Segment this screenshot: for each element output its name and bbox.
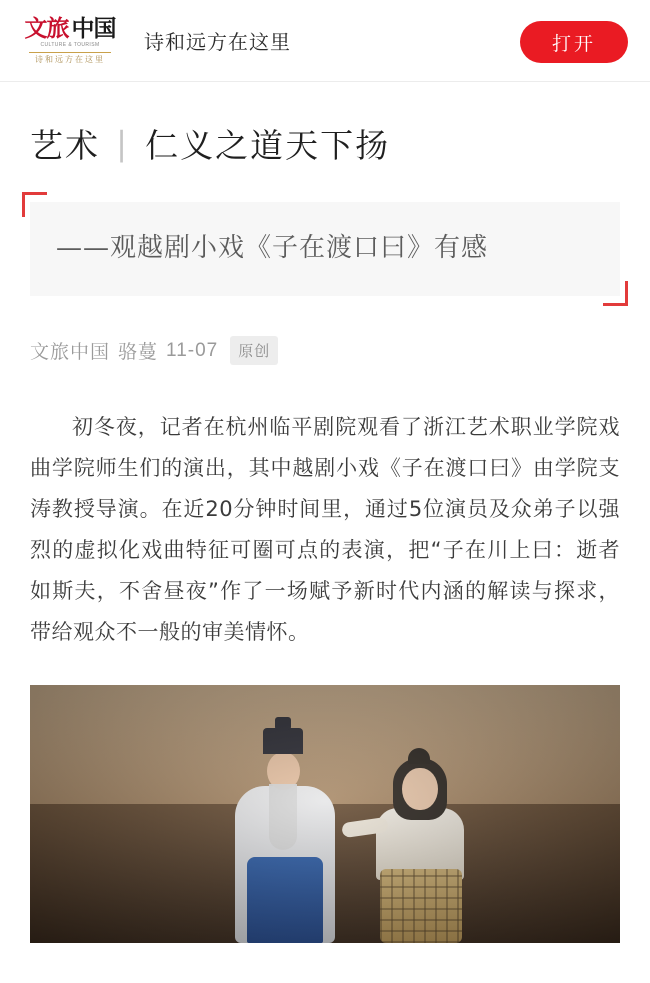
- article-container: [0, 120, 650, 943]
- meta-source: 文旅中国: [30, 342, 111, 364]
- page-title: [30, 120, 620, 167]
- top-bar: [0, 0, 650, 82]
- logo-slogan: 诗和远方在这里: [35, 55, 105, 64]
- logo-text-red: 文旅: [24, 15, 69, 42]
- open-app-button[interactable]: 打开: [520, 21, 628, 63]
- article-photo: [30, 685, 620, 943]
- subtitle-panel: [30, 202, 620, 296]
- meta-date: 11-07: [166, 339, 219, 361]
- photo-vignette-overlay: [30, 685, 620, 943]
- corner-bracket-top-left-icon: [22, 192, 47, 217]
- article-subtitle: ——观越剧小戏《子在渡口曰》有感: [56, 233, 489, 263]
- title-separator: |: [116, 124, 130, 163]
- corner-bracket-bottom-right-icon: [603, 281, 628, 306]
- article-body-paragraph: 初冬夜，记者在杭州临平剧院观看了浙江艺术职业学院戏曲学院师生们的演出，其中越剧小戏《子在渡口曰》由学院支涛教授导演。在近20分钟时间里，通过5位演员及众弟子以强烈的虚拟化戏曲特征可圈可点的表演，把“子在川上曰：逝者如斯夫，不舍昼夜”作了一场赋予新时代内涵的解读与探求，带给观众不一般的审美情怀。: [30, 415, 620, 645]
- article-meta: [30, 336, 620, 365]
- logo-divider: [29, 52, 111, 53]
- site-logo[interactable]: [22, 12, 118, 70]
- article-category: 艺术: [30, 126, 100, 165]
- logo-english-text: CULTURE & TOURISM: [40, 42, 100, 48]
- meta-author: 骆蔓: [118, 342, 159, 364]
- logo-wordmark: [25, 17, 116, 40]
- logo-text-black: 中国: [71, 15, 116, 42]
- status-badge: 原创: [230, 336, 278, 365]
- article-title: 仁义之道天下扬: [145, 126, 391, 165]
- app-title: 诗和远方在这里: [144, 30, 291, 54]
